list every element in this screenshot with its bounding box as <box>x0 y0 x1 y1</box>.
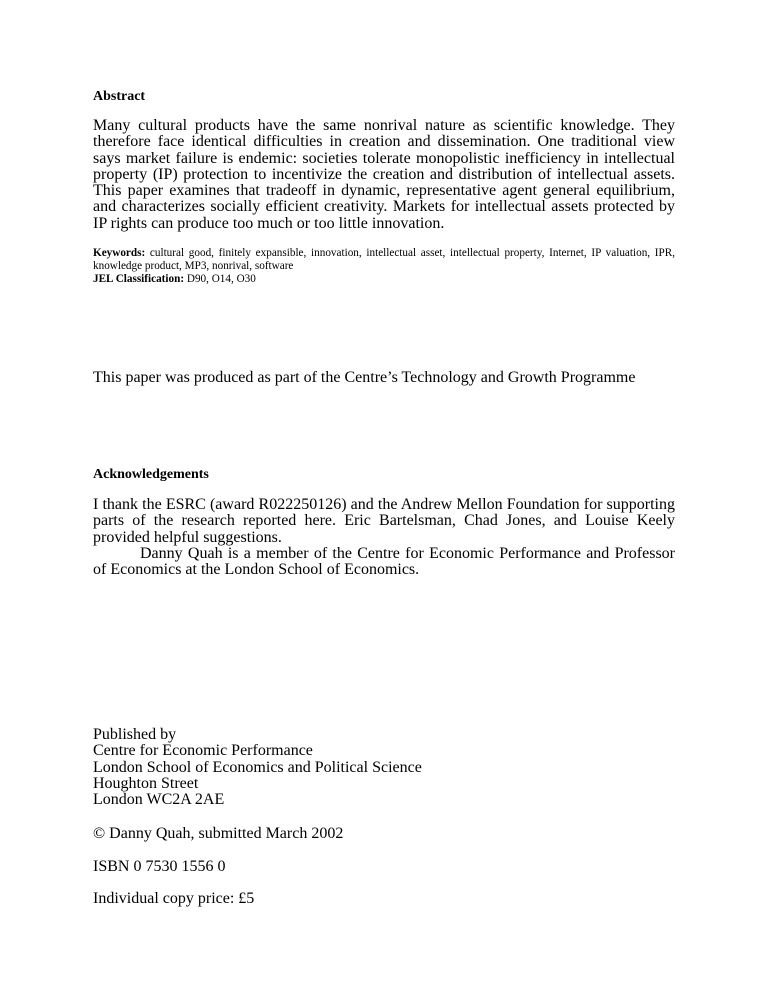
copyright-section <box>93 826 675 842</box>
acknowledgements-paragraph-2: Danny Quah is a member of the Centre for Economic Performance and Professor of Economics at the London School of Economics. <box>93 544 675 579</box>
programme-section <box>93 370 675 386</box>
keywords-section <box>93 247 675 286</box>
keywords-text: cultural good, finitely expansible, innovation, intellectual asset, intellectual property, Internet, IP valuation, IPR, knowledge product, MP3, nonrival, software <box>93 247 675 272</box>
abstract-text: Many cultural products have the same nonrival nature as scientific knowledge. They therefore face identical difficulties in creation and dissemination. One traditional view says market failure is endemic: societies tolerate monopolistic inefficiency in intellectual property (IP) protection to incentivize the creation and distribution of intellectual assets. This paper examines that tradeoff in dynamic, representative agent general equilibrium, and characterizes socially efficient creativity. Markets for intellectual assets protected by IP rights can produce too much or too little innovation. <box>93 117 675 232</box>
keywords-label: Keywords: <box>93 247 146 259</box>
publisher-line: Published by <box>93 726 177 743</box>
publisher-block <box>93 727 675 808</box>
jel-label: JEL Classification: <box>93 273 185 285</box>
programme-note: This paper was produced as part of the Centre’s Technology and Growth Programme <box>93 369 636 386</box>
publisher-line: London School of Economics and Political Science <box>93 758 422 776</box>
acknowledgements-heading: Acknowledgements <box>93 467 209 482</box>
copy-price: Individual copy price: £5 <box>93 890 255 907</box>
publisher-line: London WC2A 2AE <box>93 791 225 809</box>
publisher-line: Centre for Economic Performance <box>93 742 313 760</box>
acknowledgements-paragraph-1: I thank the ESRC (award R022250126) and the Andrew Mellon Foundation for supporting parts of the research reported here. Eric Bartelsman, Chad Jones, and Louise Keely provided helpful suggestions. <box>93 496 675 546</box>
isbn-section <box>93 859 675 875</box>
abstract-heading: Abstract <box>93 89 146 104</box>
isbn: ISBN 0 7530 1556 0 <box>93 858 226 875</box>
keywords-line <box>93 247 675 273</box>
copyright-notice: © Danny Quah, submitted March 2002 <box>93 825 344 842</box>
acknowledgements-section <box>93 467 675 578</box>
jel-line <box>93 273 675 286</box>
abstract-section <box>93 89 675 232</box>
jel-text: D90, O14, O30 <box>184 273 256 285</box>
price-section <box>93 891 675 907</box>
publisher-line: Houghton Street <box>93 774 199 792</box>
